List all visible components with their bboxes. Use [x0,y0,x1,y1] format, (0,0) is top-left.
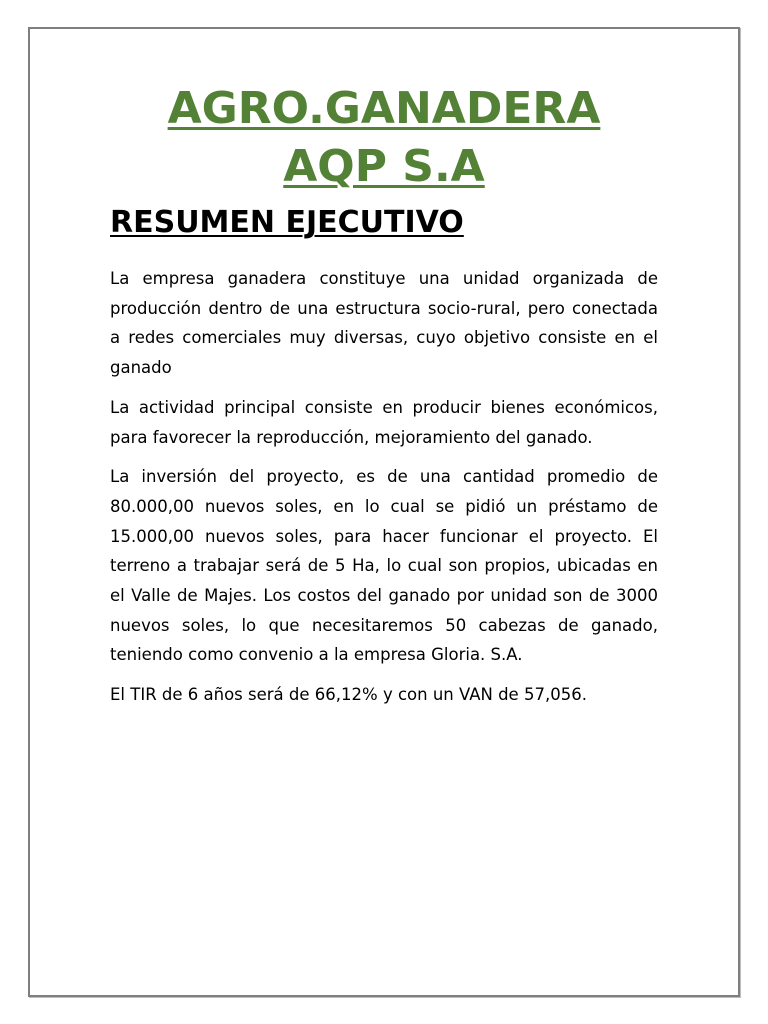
section-heading: RESUMEN EJECUTIVO [110,205,464,240]
title-line-1: AGRO.GANADERA [167,83,601,134]
paragraph-1: La empresa ganadera constituye una unidad organizada de producción dentro de una estructura socio-rural, pero conectada a redes comerciales muy diversas, cuyo objetivo consiste en el ganado [110,269,658,378]
paragraph-4: El TIR de 6 años será de 66,12% y con un VAN de 57,056. [110,685,587,705]
document-title [40,80,728,196]
paragraph-3: La inversión del proyecto, es de una cantidad promedio de 80.000,00 nuevos soles, en lo cual se pidió un préstamo de 15.000,00 nuevos soles, para hacer funcionar el proyecto. El terreno a trabajar será de 5 Ha, lo cual son propios, ubicadas en el Valle de Majes. Los costos del ganado por unidad son de 3000 nuevos soles, lo que necesitaremos 50 cabezas de ganado, teniendo como convenio a la empresa Gloria. S.A. [110,467,658,665]
title-line-2: AQP S.A [283,141,485,192]
paragraph-2: La actividad principal consiste en producir bienes económicos, para favorecer la reproducción, mejoramiento del ganado. [110,397,658,447]
executive-summary-body [110,264,658,720]
